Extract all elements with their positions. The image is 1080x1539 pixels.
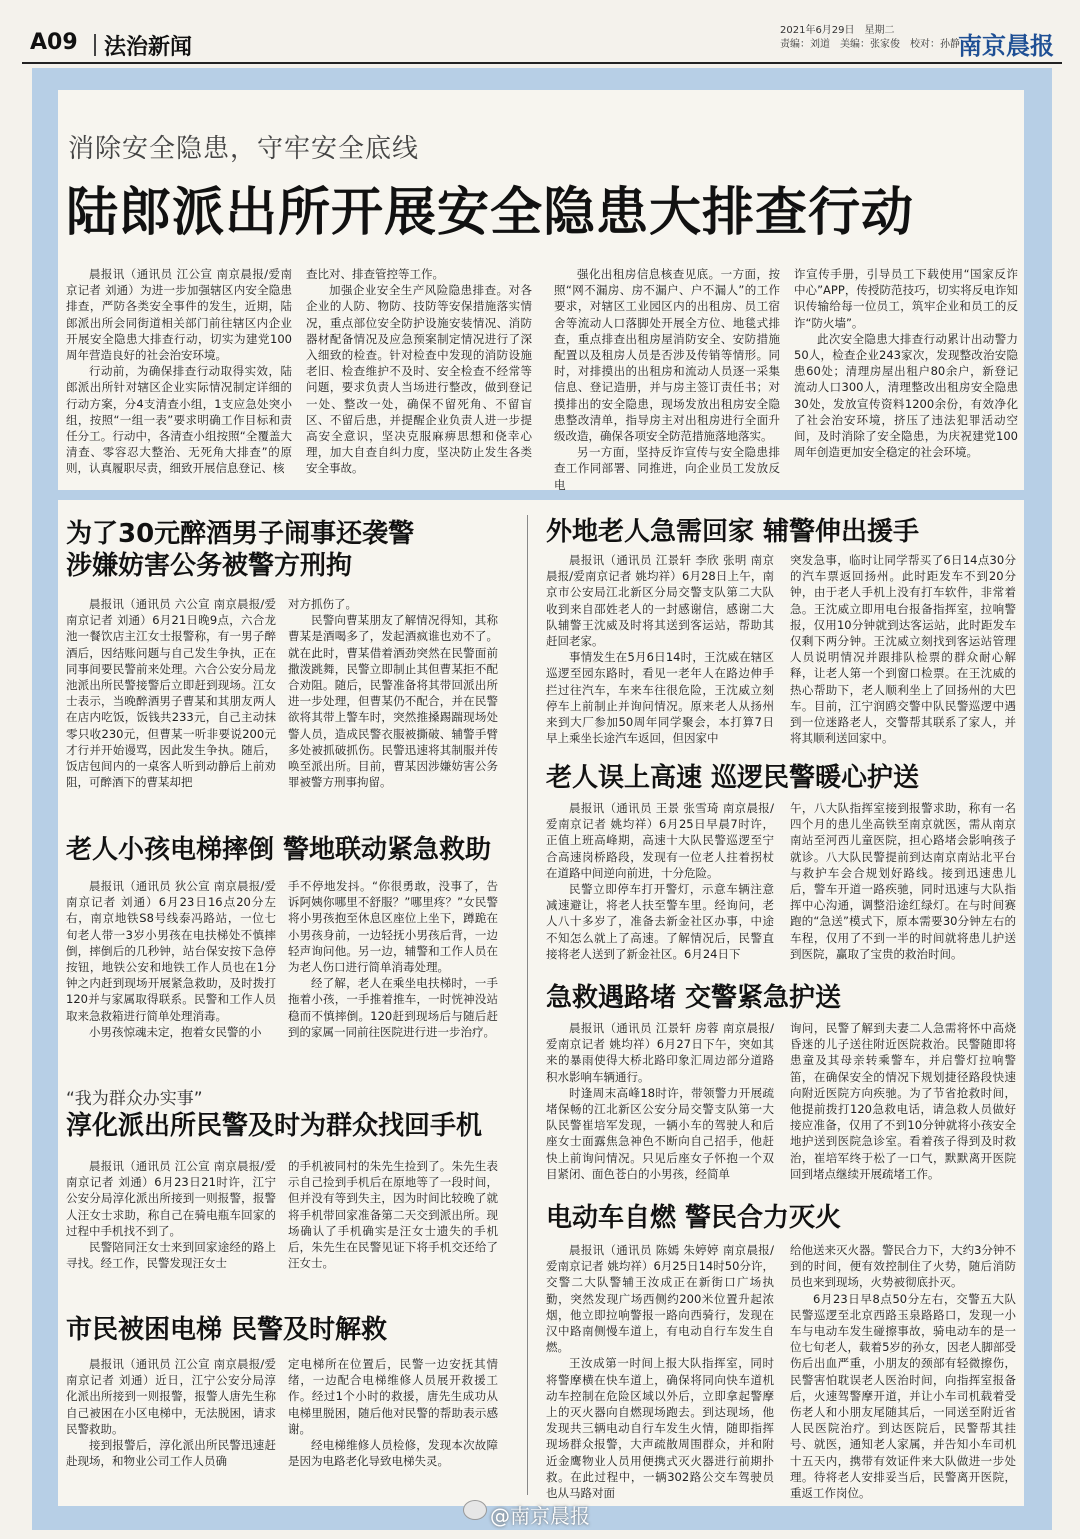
main-story-column bbox=[306, 266, 532, 474]
story-title-line: 淳化派出所民警及时为群众找回手机 bbox=[66, 1111, 483, 1141]
paragraph: 经电梯维修人员检修，发现本次故障是因为电路老化导致电梯失灵。 bbox=[288, 1438, 498, 1469]
story-title bbox=[66, 1314, 387, 1346]
section-title: 法治新闻 bbox=[104, 35, 193, 60]
story-column bbox=[288, 878, 498, 1064]
paragraph: 晨报讯（通讯员 江公宣 南京晨报/爱南京记者 刘通）近日，江宁公安分局淳化派出所接到一则报警，报警人唐先生称自己被困在小区电梯中，无法脱困，请求民警救助。 bbox=[66, 1357, 276, 1436]
main-story-title: 陆郎派出所开展安全隐患大排查行动 bbox=[66, 183, 915, 243]
main-story-kicker: 消除安全隐患，守牢安全底线 bbox=[68, 134, 420, 164]
paragraph: 晨报讯（通讯员 江景轩 李欣 张明 南京晨报/爱南京记者 姚均祥）6月28日上午，南京市公安局江北新区分局交警支队第二大队收到来自邵姓老人的一封感谢信，感谢二大队辅警王沈威及时将其送到客运站，帮助其赶回老家。 bbox=[546, 553, 774, 649]
paragraph: 手不停地发抖。“你很勇敢，没事了，告诉阿姨你哪里不舒服？”哪里疼？”女民警将小男孩抱至休息区座位上坐下，蹲跪在小男孩身前，一边轻抚小男孩后背，一边轻声询问他。另一边，辅警和工作人员在为老人伤口进行简单消毒处理。 bbox=[288, 879, 498, 975]
paragraph: 诈宣传手册，引导员工下载使用“国家反诈中心”APP，传授防范技巧，切实将反电诈知识传输给每一位员工，筑牢企业和员工的反诈“防火墙”。 bbox=[794, 267, 1018, 330]
story-column bbox=[790, 552, 1016, 752]
story-column bbox=[546, 552, 774, 752]
paragraph: 晨报讯（通讯员 六公宣 南京晨报/爱南京记者 刘通）6月21日晚9点，六合龙池一餐饮店主江女士报警称，有一男子醉酒后，因结账问题与自己发生争执，正在同事间要民警前来处理。六合公安分局龙池派出所民警接警后立即赶到现场。江女士表示，当晚醉酒男子曹某和其朋友两人在店内吃饭，饭钱共233元，自己主动抹零只收230元，但曹某一听非要说200元才行并开始谩骂，因此发生争执。随后，饭店包间内的一桌客人听到动静后上前劝阻，可醉酒下的曹某却把 bbox=[66, 597, 276, 790]
paragraph: 晨报讯（通讯员 陈嫣 朱婷婷 南京晨报/爱南京记者 姚均祥）6月25日14时50分许，交警二大队警辅王汝成正在新街口广场执勤，突然发现广场西侧约200米位置升起浓烟，他立即拉响警报一路向西骑行，发现在汉中路南侧慢车道上，有电动自行车发生自燃。 bbox=[546, 1243, 774, 1355]
story-column bbox=[66, 878, 276, 1064]
story-title-line: 老人误上高速 巡逻民警暖心护送 bbox=[546, 763, 920, 793]
paragraph: 的手机被同村的朱先生捡到了。朱先生表示自己捡到手机后在原地等了一段时间，但并没有等到失主，因为时间比较晚了就将手机带回家准备第二天交到派出所。现场确认了手机确实是汪女士遗失的手机后，朱先生在民警见证下将手机交还给了汪女士。 bbox=[288, 1159, 498, 1271]
story-title-line: 电动车自燃 警民合力灭火 bbox=[546, 1203, 842, 1233]
story-title bbox=[546, 516, 919, 548]
story-column bbox=[66, 596, 276, 790]
paragraph: 行动前，为确保排查行动取得实效，陆郎派出所针对辖区企业实际情况制定详细的行动方案，分4支清查小组，1支应急处突小组，按照“一组一表”要求明确工作目标和责任分工。行动中，各清查小组按照“全覆盖大清查、零容忍大整治、无死角大排查”的原则，认真履职尽责，细致开展信息登记、核 bbox=[66, 364, 292, 476]
story-title-line: 市民被困电梯 民警及时解救 bbox=[66, 1315, 388, 1345]
story-column bbox=[66, 1158, 276, 1288]
paragraph: 此次安全隐患大排查行动累计出动警力50人，检查企业243家次，发现整改治安隐患60处；清理房屋出租户80余户，新登记流动人口300人，清理整改出租房安全隐患30处，发放宣传资料1200余份，有效净化了社会治安环境，挤压了违法犯罪活动空间，及时消除了安全隐患，为庆祝建党100周年创造更加安全稳定的社会环境。 bbox=[794, 331, 1018, 460]
paragraph: 晨报讯（通讯员 江公宣 南京晨报/爱南京记者 刘通）为进一步加强辖区内安全隐患排查，严防各类安全事件的发生，近期，陆郎派出所会同街道相关部门前往辖区内企业开展安全隐患大排查行动，切实为建党100周年营造良好的社会治安环境。 bbox=[66, 267, 292, 363]
story-title bbox=[546, 1202, 841, 1234]
paragraph: 对方抓伤了。 bbox=[288, 597, 357, 611]
paragraph: 另一方面，坚持反诈宣传与安全隐患排查工作同部署、同推进，向企业员工发放反电 bbox=[554, 445, 780, 492]
paragraph: 突发急事，临时让同学帮买了6日14点30分的汽车票返回扬州。此时距发车不到20分钟，由于老人手机上没有打车软件，非常着急。王沈威立即用电台报备指挥室，拉响警报，仅用10分钟就到达客运站，此时距发车仅剩下两分钟。王沈威立刻找到客运站管理人员说明情况并跟排队检票的群众耐心解释，让老人第一个到窗口检票。在王沈威的热心帮助下，老人顺利坐上了回扬州的大巴车。目前，江宁润鸥交警中队民警巡逻中遇到一位迷路老人，交警帮其联系了家人，并将其顺利送回家中。 bbox=[790, 553, 1016, 746]
story-kicker: “我为群众办实事” bbox=[66, 1089, 203, 1109]
story-title-line: 外地老人急需回家 辅警伸出援手 bbox=[546, 517, 920, 547]
paragraph: 查比对、排查管控等工作。 bbox=[306, 267, 444, 281]
story-title-line: 老人小孩电梯摔倒 警地联动紧急救助 bbox=[66, 835, 492, 865]
paragraph: 加强企业安全生产风险隐患排查。对各企业的人防、物防、技防等安保措施落实情况，重点部位安全防护设施安装情况、消防器材配备情况及应急预案制定情况进行了深入细致的检查。针对检查中发现的消防设施老旧、检查维护不及时、安全检查不经常等问题，要求负责人当场进行整改，做到登记一处、整改一处，确保不留死角、不留盲区、不留后患，并提醒企业负责人进一步提高安全意识，坚决克服麻痹思想和侥幸心理，加大自查自纠力度，坚决防止发生各类安全事故。 bbox=[306, 283, 532, 476]
paragraph: 给他送来灭火器。警民合力下，大约3分钟不到的时间，便有效控制住了火势，随后消防员也来到现场，火势被彻底扑灭。 bbox=[790, 1243, 1016, 1290]
paragraph: 晨报讯（通讯员 江公宣 南京晨报/爱南京记者 刘通）6月23日21时许，江宁公安分局淳化派出所接到一则报警，报警人汪女士求助，称自己在骑电瓶车回家的过程中手机找不到了。 bbox=[66, 1159, 276, 1238]
issue-date: 2021年6月29日 星期二 bbox=[780, 25, 895, 36]
header-meta bbox=[780, 24, 960, 52]
column-divider bbox=[527, 515, 528, 1495]
paragraph: 强化出租房信息核查见底。一方面，按照“网不漏房、房不漏户、户不漏人”的工作要求，对辖区工业园区内的出租房、员工宿舍等流动人口落脚处开展全方位、地毯式排查，重点排查出租房屋消防安全、安防措施配置以及租房人员是否涉及传销等情形。同时，对排摸出的出租房和流动人员逐一采集信息、登记造册，并与房主签订责任书；对摸排出的安全隐患，现场发放出租房安全隐患整改清单，指导房主对出租房进行全面升级改造，确保各项安全防范措施落地落实。 bbox=[554, 267, 780, 444]
story-column bbox=[288, 1356, 498, 1488]
story-title bbox=[546, 982, 841, 1014]
story-column bbox=[66, 1356, 276, 1488]
header-rule bbox=[22, 62, 1062, 64]
paragraph: 晨报讯（通讯员 王景 张雪琦 南京晨报/爱南京记者 姚均祥）6月25日早晨7时许，正值上班高峰期，高速十大队民警巡逻至宁合高速岗桥路段，发现有一位老人拄着拐杖在道路中间逆向前进，十分危险。 bbox=[546, 801, 774, 880]
story-title bbox=[66, 518, 414, 582]
page-number: A09 bbox=[30, 30, 78, 55]
paragraph: 小男孩惊魂未定，抱着女民警的小 bbox=[89, 1024, 262, 1039]
paragraph: 晨报讯（通讯员 狄公宣 南京晨报/爱南京记者 刘通）6月23日16点20分左右，南京地铁S8号线泰冯路站，一位七旬老人带一3岁小男孩在电扶梯处不慎摔倒，摔倒后的几秒钟，站台保安按下急停按钮，地铁公安和地铁工作人员也在1分钟之内赶到现场开展紧急救助，及时拨打120并与家属取得联系。民警和工作人员取来急救箱进行简单处理消毒。 bbox=[66, 879, 276, 1023]
paragraph: 6月23日早8点50分左右，交警五大队民警巡逻至北京西路玉泉路路口，发现一小车与电动车发生碰擦事故，骑电动车的是一位七旬老人，载着5岁的孙女，因老人脚部受伤后出血严重，小朋友的颈部有轻微擦伤，民警害怕耽误老人医治时间，向指挥室报备后，火速驾警摩开道，并让小车司机载着受伤老人和小朋友尾随其后，一同送至附近省人民医院治疗。到达医院后，民警帮其挂号、就医，通知老人家属，并告知小车司机十五天内，携带有效证件来大队做进一步处理。待将老人安排妥当后，民警离开医院，重返工作岗位。 bbox=[790, 1291, 1016, 1501]
story-column bbox=[790, 1020, 1016, 1184]
paragraph: 定电梯所在位置后，民警一边安抚其情绪，一边配合电梯维修人员展开救援工作。经过1个小时的救援，唐先生成功从电梯里脱困，随后他对民警的帮助表示感谢。 bbox=[288, 1357, 498, 1436]
story-column bbox=[546, 1020, 774, 1184]
paragraph: 民警向曹某朋友了解情况得知，其称曹某是酒喝多了，发起酒疯谁也劝不了。就在此时，曹某借着酒劲突然在民警面前撒泼跳舞，民警立即制止其但曹某拒不配合劝阻。随后，民警准备将其带回派出所进一步处理，但曹某仍不配合，并在民警欲将其带上警车时，突然推搡踢踹现场处警人员，造成民警衣服被撕破、辅警手臂多处被抓破抓伤。民警迅速将其制服并传唤至派出所。目前，曹某因涉嫌妨害公务罪被警方刑事拘留。 bbox=[288, 613, 498, 790]
paragraph: 事情发生在5月6日14时，王沈威在辖区巡逻至园东路时，看见一老年人在路边伸手拦过往汽车，车来车往很危险，王沈威立刻停车上前制止并询问情况。原来老人从扬州来到大厂参加50周年同学聚会，本打算7日早上乘坐长途汽车返回，但因家中 bbox=[546, 650, 774, 746]
story-title-line: 急救遇路堵 交警紧急护送 bbox=[546, 983, 842, 1013]
editor-credits: 责编：刘道 美编：张家俊 校对：孙静 bbox=[780, 39, 960, 50]
paragraph: 民警立即停车打开警灯，示意车辆注意减速避让，将老人扶至警车里。经询问，老人八十多岁了，准备去新金社区办事，中途不知怎么就上了高速。了解情况后，民警直接将老人送到了新金社区。6月24日下 bbox=[546, 882, 774, 961]
paragraph: 晨报讯（通讯员 江景轩 房蓉 南京晨报/爱南京记者 姚均祥）6月27日下午，突如其来的暴雨使得大桥北路印象汇周边部分道路积水影响车辆通行。 bbox=[546, 1021, 774, 1084]
paragraph: 午，八大队指挥室接到报警求助，称有一名四个月的患儿坐高铁至南京就医，需从南京南站至河西儿童医院，担心路堵会影响孩子就诊。八大队民警提前到达南京南站北平台与救护车会合规划好路线。接到迅速患儿后，警车开道一路疾驰，同时迅速与大队指挥中心沟通，调整沿途红绿灯。在与时间赛跑的“急送”模式下，原本需要30分钟左右的车程，仅用了不到一半的时间就将患儿护送到医院，赢取了宝贵的救治时间。 bbox=[790, 801, 1016, 961]
paragraph: 时逢周末高峰18时许，带领警力开展疏堵保畅的江北新区公安分局交警支队第一大队民警崔培军发现，一辆小车的驾驶人和后座女士面露焦急神色不断向自己招手，他赶快上前询问情况。只见后座女子怀抱一个双目紧闭、面色苍白的小男孩，经简单 bbox=[546, 1085, 774, 1181]
story-title bbox=[546, 762, 919, 794]
story-column bbox=[288, 1158, 498, 1288]
story-column bbox=[790, 800, 1016, 961]
weibo-icon bbox=[463, 1500, 487, 1520]
story-title-line: 为了30元醉酒男子闹事还袭警 bbox=[66, 519, 415, 549]
brand-logo: 南京晨报 bbox=[958, 31, 1054, 60]
watermark: @南京晨报 bbox=[490, 1504, 590, 1528]
story-title bbox=[66, 1110, 482, 1142]
paragraph: 询问，民警了解到夫妻二人急需将怀中高烧昏迷的儿子送往附近医院救治。民警随即将患童及其母亲转乘警车，并启警灯拉响警笛，在确保安全的情况下规划捷径路段快速向附近医院方向疾驰。为了节省抢救时间，他提前拨打120急救电话，请急救人员做好接应准备，仅用了不到10分钟就将小孩安全地护送到医院急诊室。看着孩子得到及时救治，崔培军终于松了一口气，默默离开医院回到堵点继续开展疏堵工作。 bbox=[790, 1021, 1016, 1181]
story-column bbox=[546, 1242, 774, 1501]
paragraph: 民警陪同汪女士来到回家途经的路上寻找。经工作，民警发现汪女士 bbox=[66, 1240, 276, 1271]
story-column bbox=[790, 1242, 1016, 1501]
paragraph: 接到报警后，淳化派出所民警迅速赶赴现场，和物业公司工作人员确 bbox=[66, 1438, 276, 1469]
paragraph: 王汝成第一时间上报大队指挥室，同时将警摩横在快车道上，确保将同向快车道机动车控制在危险区域以外后，立即拿起警摩上的灭火器向自燃现场跑去。到达现场，他发现共三辆电动自行车发生火情，随即指挥现场群众报警，大声疏散周围群众，并和附近金鹰物业人员用便携式灭火器进行前期扑救。在此过程中，一辆302路公交车驾驶员也从马路对面 bbox=[546, 1356, 774, 1501]
story-title bbox=[66, 834, 491, 866]
story-column bbox=[546, 800, 774, 961]
main-story-column bbox=[794, 266, 1018, 474]
story-column bbox=[288, 596, 498, 790]
story-title-line: 涉嫌妨害公务被警方刑拘 bbox=[66, 551, 353, 581]
paragraph: 经了解，老人在乘坐电扶梯时，一手拖着小孩，一手推着推车，一时恍神没站稳而不慎摔倒。120赶到现场后与随后赶到的家属一同前往医院进行进一步治疗。 bbox=[288, 976, 498, 1039]
main-story-column bbox=[66, 266, 292, 474]
main-story-column bbox=[554, 266, 780, 492]
header-separator bbox=[94, 34, 96, 56]
